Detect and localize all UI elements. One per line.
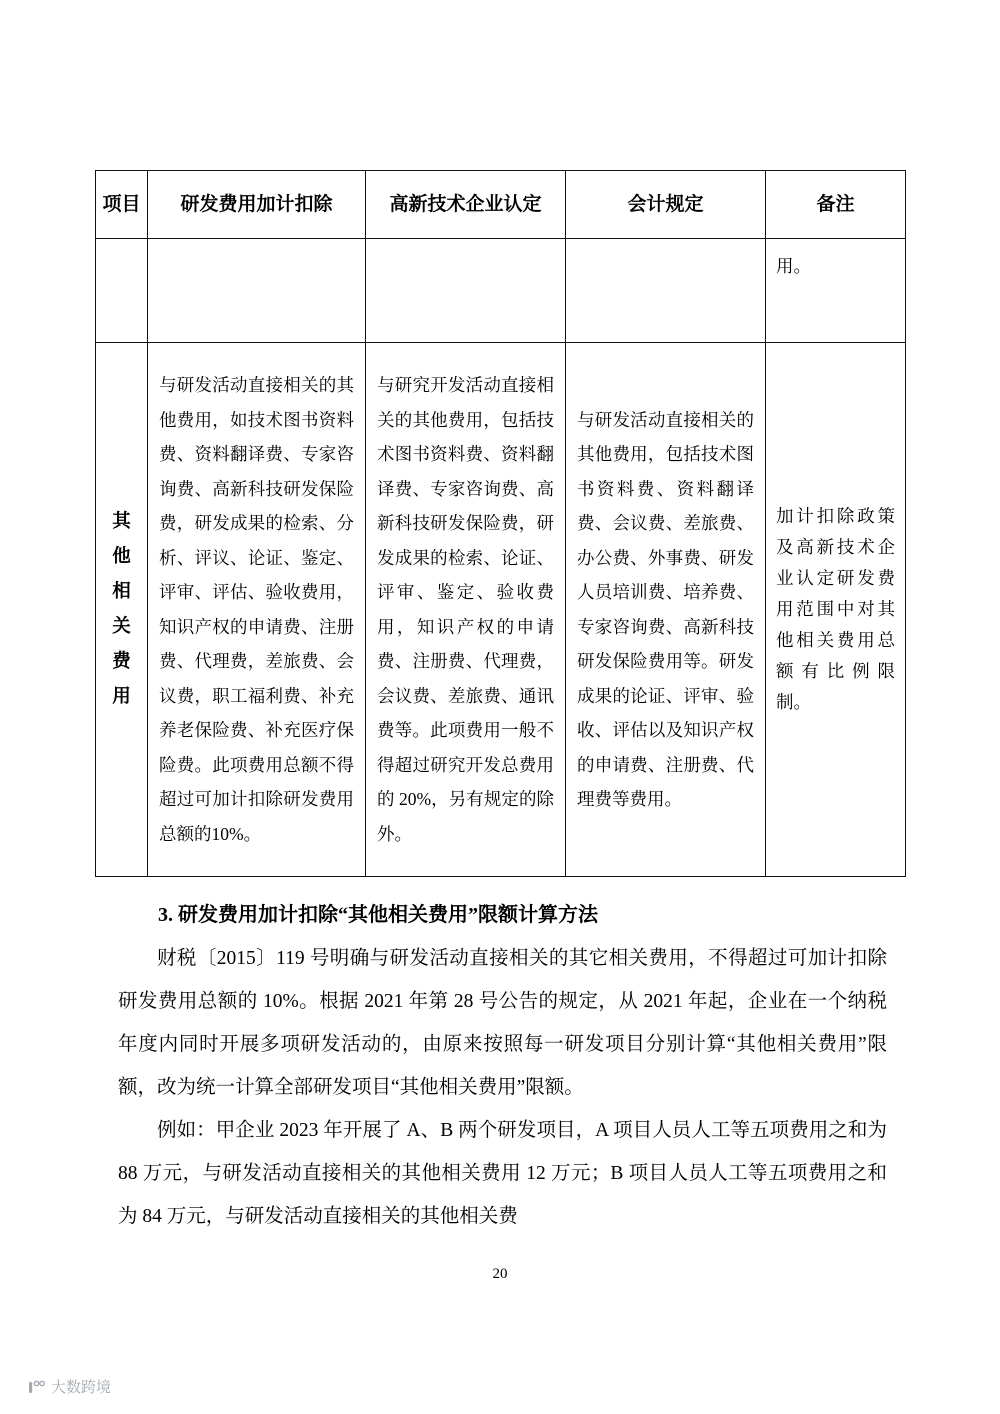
table-row-carryover — [96, 239, 906, 343]
cell-other-fees-remark: 加计扣除政策及高新技术企业认定研发费用范围中对其他相关费用总额有比例限制。 — [766, 343, 906, 877]
document-content — [95, 170, 905, 1238]
cell-carryover-project — [96, 239, 148, 343]
body-paragraph-1: 财税〔2015〕119 号明确与研发活动直接相关的其它相关费用，不得超过可加计扣除研发费用总额的 10%。根据 2021 年第 28 号公告的规定，从 2021 年起，企业在一个纳税年度内同时开展多项研发活动的，由原来按照每一研发项目分别计算“其他相关费用”限额，改为统一计算全部研发项目“其他相关费用”限额。 — [118, 948, 887, 1098]
header-rd-deduction: 研发费用加计扣除 — [148, 171, 366, 239]
header-hightech-certification: 高新技术企业认定 — [366, 171, 566, 239]
header-remark: 备注 — [766, 171, 906, 239]
brand-logo-icon — [26, 1377, 46, 1397]
brand-watermark — [26, 1376, 111, 1397]
cell-carryover-remark: 用。 — [766, 239, 906, 343]
rd-expense-comparison-table — [95, 170, 906, 877]
cell-other-fees-hightech: 与研究开发活动直接相关的其他费用，包括技术图书资料费、资料翻译费、专家咨询费、高新科技研发保险费，研发成果的检索、论证、评审、鉴定、验收费用，知识产权的申请费、注册费、代理费，会议费、差旅费、通讯费等。此项费用一般不得超过研究开发总费用的 20%，另有规定的除外。 — [366, 343, 566, 877]
cell-other-fees-rd-deduction: 与研发活动直接相关的其他费用，如技术图书资料费、资料翻译费、专家咨询费、高新科技研发保险费，研发成果的检索、分析、评议、论证、鉴定、评审、评估、验收费用，知识产权的申请费、注册费、代理费，差旅费、会议费，职工福利费、补充养老保险费、补充医疗保险费。此项费用总额不得超过可加计扣除研发费用总额的10%。 — [148, 343, 366, 877]
header-project: 项目 — [96, 171, 148, 239]
cell-carryover-accounting — [566, 239, 766, 343]
cell-other-fees-accounting: 与研发活动直接相关的其他费用，包括技术图书资料费、资料翻译费、会议费、差旅费、办公费、外事费、研发人员培训费、培养费、专家咨询费、高新科技研发保险费用等。研发成果的论证、评审、验收、评估以及知识产权的申请费、注册费、代理费等费用。 — [566, 343, 766, 877]
section-limit-calculation — [95, 893, 905, 1238]
table-row-other-related-fees — [96, 343, 906, 877]
brand-name: 大数跨境 — [51, 1379, 112, 1396]
cell-carryover-hightech — [366, 239, 566, 343]
section-heading: 3. 研发费用加计扣除“其他相关费用”限额计算方法 — [158, 904, 598, 926]
cell-carryover-rd-deduction — [148, 239, 366, 343]
table-header-row — [96, 171, 906, 239]
body-paragraph-2: 例如：甲企业 2023 年开展了 A、B 两个研发项目，A 项目人员人工等五项费用之和为 88 万元，与研发活动直接相关的其他相关费用 12 万元；B 项目人员人工等五项费用之和为 84 万元，与研发活动直接相关的其他相关费 — [118, 1120, 887, 1227]
cell-other-fees-project-label: 其他相关费用 — [96, 343, 148, 877]
header-accounting-rules: 会计规定 — [566, 171, 766, 239]
page-number: 20 — [492, 1266, 508, 1282]
